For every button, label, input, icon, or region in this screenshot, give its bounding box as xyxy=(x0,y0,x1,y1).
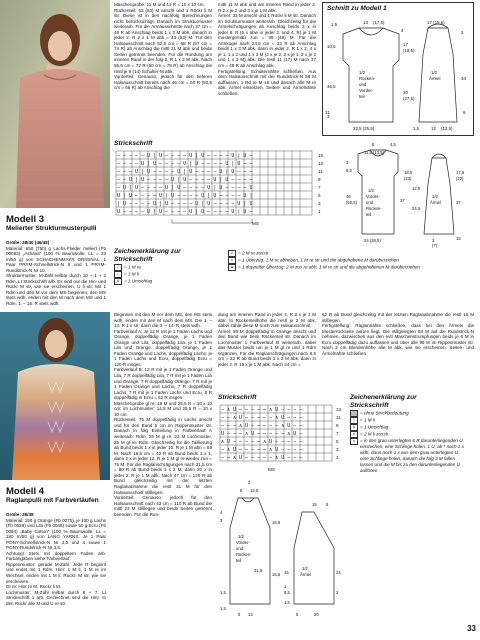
svg-text:Rücken-: Rücken- xyxy=(236,552,252,557)
model3-chart-grid xyxy=(114,147,344,243)
m4-ms-label: MS xyxy=(268,467,275,472)
s1-lbl-0: 1,5 xyxy=(331,22,338,27)
schnitt-model1-drawing xyxy=(323,14,475,132)
model3-pattern: Strukturmuster: M-Zahl teilbar durch 10 + 1 + 2 Rdm. Lt Strickschrift arb. Es sind nur die Hin- und Rückr M str, wie sie erscheinen, U li str. Mit 1 Rdm und den M vor dem MS beginnen, den MS stets wdh, enden mit den M nach dem MS und 1 Rdm. 1. – 16. R stets wdh. xyxy=(6,273,106,307)
s3-lbl-14: 24 (28,5) xyxy=(364,238,381,243)
s4-lbl-23: 2 xyxy=(336,590,339,595)
s3-lbl-2: 11,5 (13,5) xyxy=(364,150,384,155)
svg-text:Ärmel: Ärmel xyxy=(300,572,311,577)
s1-lbl-16: 34 xyxy=(461,76,466,81)
legend3-item-0: | = 1 M re xyxy=(114,264,230,271)
legend3-item-5: ▲ = 1 doppelter Überzug: 2 M zus re abh, 1 M re str und die abgehobenen M darüberziehen xyxy=(228,264,474,271)
s4-lbl-8: 15,5 xyxy=(272,572,281,577)
model3-middle-column xyxy=(114,2,212,136)
s3-lbl-0: 8 xyxy=(372,142,375,147)
model4-size: Größe: 36/38 xyxy=(6,512,34,517)
m4-row-1: – – ∧ U – – – – – ∧ U – – – xyxy=(221,455,303,461)
s3-lbl-9: 17,5 xyxy=(456,170,465,175)
m4-rn-3: 3 xyxy=(336,447,339,452)
s4-lbl-20: 1,5 xyxy=(284,600,290,605)
svg-text:Vorder-: Vorder- xyxy=(236,540,250,545)
schnitt-model4-drawing xyxy=(218,476,348,626)
s1-lbl-19: (13,5) xyxy=(441,126,453,131)
s1-lbl-18: 12 xyxy=(431,126,436,131)
model3-back: Rückenteil: 53 (63) M anschl und 1 Rückr li M str. Diese ist in den nachfolg Berechnungen nicht berücksichtigt. Danach im Strukturmuster weiterarb. Für die Armausschnitte nach 37 cm = 48 R ab Anschlag beids 1 x 3 M abk, danach in jeder 2. R 2 x 1 M abk = 43 (53) M. Für den Halsausschnitt nach 52,5 cm = 68 R (57 cm = 74 R) ab Anschlag die mittl 21 M abk und beide Seiten getrennt beenden. Für die Rundung am inneren Rand in der folg 2. R 1 x 2 M abk. Nach 55,5 cm = 72 R (60 cm = 78 R) ab Anschlag die restl je 9 (14) Schulter-M abk. xyxy=(114,7,212,74)
s4-lbl-18: 1/2 xyxy=(302,566,308,571)
s1-lbl-12: 22,5 (25,5) xyxy=(353,126,375,131)
model4-lace: Lochmuster: M-Zahl teilbar durch 8 + 7. Lt Strickschrift 1 arb. Gezeichnet sind die Hinr. In den Rückr alle M und U re str. xyxy=(6,589,106,606)
schnitt-model3-drawing xyxy=(346,140,474,248)
svg-text:(50,5): (50,5) xyxy=(346,200,357,205)
s4-lbl-1: 8 xyxy=(240,488,243,493)
schnitt-model1-title: Schnitt zu Modell 1 xyxy=(327,5,387,12)
m3-row-3: | U – – – – U | U – – – – U | U – – – – U | U xyxy=(117,201,253,207)
svg-text:(22): (22) xyxy=(456,176,464,181)
s3-lbl-5: 46 xyxy=(346,194,351,199)
model4-material: Material: 150 g Orange (Fb 0075), je 100 g Lachs (Fb 0028) und Lila (Fb 0046) sowie 50 g Ecru (Fb 0094) „Baby Cotton“ (100 % Baumwolle, LL = 180 m/50 g) von LANG YARNS. Je 1 Paar PONY-Schnellstrick-N Nr 3,5 und 4 sowie 1 PONY-Rundstrick-N Nr 3,5. xyxy=(6,517,106,551)
model4-right2-0: 62 R ab Bund gleichzeitig mit der letzten Raglanabnahme die restl 15 M stilllegen. xyxy=(322,312,474,323)
svg-text:Vorder-: Vorder- xyxy=(366,194,380,199)
s4-lbl-15: 15 xyxy=(284,570,289,575)
s3-lbl-7: 37 xyxy=(400,198,405,203)
model3-gauge: Maschenprobe: 11 M und 13 R = 10 x 10 cm. xyxy=(114,2,205,7)
model3-size: Größe: 38/40 (46/48) xyxy=(6,240,50,245)
m3-row-1: U – – – – U | U – – – – U | U – – – – U | U – xyxy=(117,209,253,215)
model4-back: Rückenteil: 75 M doppelfädig in Lachs anschl und für den Bund 5 cm im Rippenmuster str. Danach in folg Einteilung in Farbverlauf A weiterarb: Rdm, 25 M gl re, 23 M Lochmuster, 25 M gl re, Rdm. Gleichzeitig für die Taillierung ab Bund beids 1 x in jeder 10. R je 1 M abn = 69 M. Nach 16,5 cm = 42 R ab Bund beids 1 x 1, dann 2 x in jeder 12. R je 1 M gl re wieder zun = 75 M. Für die Raglanschrägungen nach 31,5 cm = 80 R ab Bund beids 1 x 2 M, dann 20 x in jeder 2. R je 1 M abk. Nach 47 cm = 120 R ab Bund gleichzeitig mit der letzten Raglanabnahme die restl 31 M für den Halsausschnitt stilllegen. xyxy=(114,417,212,495)
s4-lbl-9: 1,5 xyxy=(220,590,226,595)
model4-subtitle: Raglanpulli mit Farbverläufen xyxy=(6,497,99,504)
model4-attention: Achtung! Stets mit doppeltem Faden arb. Farbangaben siehe Farbverlauf. xyxy=(6,550,106,562)
svg-text:und: und xyxy=(366,200,373,205)
model4-left-column xyxy=(6,512,106,630)
svg-text:und: und xyxy=(359,82,367,87)
s4-lbl-5: 1/2 xyxy=(238,534,244,539)
svg-text:teil: teil xyxy=(366,212,372,217)
m4-row-9: – – – ∧ U – – – – – ∧ U – – xyxy=(221,423,303,429)
s1-lbl-20: 6 xyxy=(463,110,466,115)
m3-rn-7: 7 xyxy=(318,185,321,190)
s1-lbl-5: 17 xyxy=(403,42,408,47)
m3-rn-5: 5 xyxy=(318,193,321,198)
m3-rn-3b: 3 xyxy=(318,201,321,206)
svg-text:Ärmel: Ärmel xyxy=(429,76,441,81)
schnitt-model4 xyxy=(218,476,348,626)
s4-lbl-14: 1,5 xyxy=(220,606,226,611)
model4-right-column xyxy=(218,312,316,390)
m4-row-5: ∧ U – – – – – ∧ U – – – – – xyxy=(221,439,303,445)
model3-legend-title: Zeichenerklärung zur Strickschrift xyxy=(114,248,181,263)
s4-lbl-7: 31,5 xyxy=(254,568,263,573)
model3-subtitle: Melierter Strukturmusterpulli xyxy=(6,225,97,232)
s4-lbl-0: 2 xyxy=(248,480,251,485)
model3-legend2 xyxy=(228,250,474,290)
s1-lbl-21: 3 xyxy=(327,114,330,119)
m4-row-11: – – ∧ U – – – – – ∧ U – – – xyxy=(221,415,303,421)
m4-rn-5: 5 xyxy=(336,439,339,444)
model3-legend xyxy=(114,248,230,298)
svg-text:und: und xyxy=(236,546,243,551)
model4-finishing: Fertigstellung: Raglannähte schließen, dass bei den Ärmeln die Musterrückseite außen liegt. Die stillgelegten 84 M auf die Rundstrick-N nehmen, dazwischen aus den evtl Maschenstrumpfungen beids je 6 M in Ecru doppelfädig dazu auffassen und über alle 96 M im Rippenmuster str. Nach 2 cm Blendenhöhe alle M abk, wie sie erscheinen. Seiten- und Ärmelnähte schließen. xyxy=(322,323,474,356)
m4-rn-7: 7 xyxy=(336,431,339,436)
model3-finishing: Fertigstellung: Schulternähte schließen. Aus dem Halsausschnitt mit der Rundstrick-N 59 M auffassen, 1 Rd re M str und danach alle M re abk. Ärmel einsetzen, Seiten- und Ärmelnähte schließen. xyxy=(218,68,316,96)
s3-lbl-3: 3 xyxy=(346,160,349,165)
model4-mid-0: Beginnen mit den M vor dem MS, den MS stets wdh, enden mit den M nach dem MS. Die 1. – 14. R 1 x str, dann die 3. – 14. R stets wdh. xyxy=(114,312,212,329)
m3-row-15: – – – – – U | U – – – – U | U – – – – U | U – xyxy=(117,153,253,159)
m3-rn-13: 13 xyxy=(318,161,324,166)
legend3-item-3: ∨ = 2 M re zusstr xyxy=(228,250,474,257)
m4-rn-9: 9 xyxy=(336,423,339,428)
svg-text:Rücken-: Rücken- xyxy=(359,76,376,81)
model3-photo xyxy=(0,0,110,208)
legend3-item-1: – = 1 M li xyxy=(114,271,230,278)
model4-chart-grid xyxy=(218,401,346,473)
s3-lbl-13: 37 xyxy=(456,200,461,205)
schnitt-model1 xyxy=(322,2,474,136)
model3-heading xyxy=(0,208,108,238)
model4-colorA: Farbverlauf A: Je 12 R mit je 1 Faden Lachs und Orange, doppelfädig Orange, je 1 Faden Orange und Lila, doppelfädig Lila, je 1 Faden Lila und Orange, doppelfädig Orange, je 1 Faden Orange und Lachs, doppelfädig Lachs, je 1 Faden Lachs und Ecru, doppelfädig Ecru = 120 R insges. xyxy=(114,328,212,367)
s4-lbl-3: 4 xyxy=(220,510,223,515)
model4-right-0: dung am inneren Rand in jeder 4. R 2 x je 1 M abk. In Rückenteilhöhe die restl je 2 M abk, dabei zähle diese M noch zum Halsausschnitt. xyxy=(218,312,316,329)
model3-title: Modell 3 xyxy=(6,214,45,225)
s4-lbl-11: 5 xyxy=(326,502,329,507)
m4-rn-1: 1 xyxy=(336,455,339,460)
m3-row-5: U | U – – – – U | U – – – – U | U – – – – U | xyxy=(117,193,253,199)
model3-chart-title: Strickschrift xyxy=(114,140,153,147)
legend4-item-1: | = 1 M li xyxy=(350,417,474,424)
svg-text:(23): (23) xyxy=(404,176,412,181)
legend3-item-4: ∧ = 1 Überzug: 1 M re abheben, 1 M re str und die abgehobene M darüberziehen xyxy=(228,257,474,264)
m4-row-7: U – – – ∧ U – – – – – ∧ U – xyxy=(221,431,303,437)
s4-lbl-13: 13 xyxy=(248,612,253,617)
page-number: 33 xyxy=(467,624,476,633)
s3-lbl-15: 15 xyxy=(456,236,461,241)
s1-lbl-2: (17,5) xyxy=(373,20,385,25)
s1-lbl-13: 17 (19,5) xyxy=(427,20,445,25)
model3-right-column xyxy=(218,2,316,136)
legend4-item-4: ∧ = in den grau unterlegten 6 R darunterliegenden U einstechen, eine Schlinge holen, 1 U, ab * noch 1 x wdh, dann noch 1 x aus dem grau unterlegten U eine Schlinge holen, danach die folg 3 M fallen lassen und die M bis zu den darunterliegenden U auflösen xyxy=(350,438,474,474)
s1-lbl-14: 2 xyxy=(461,30,464,35)
s1-lbl-17: 1,5 xyxy=(413,126,420,131)
s3-lbl-10: 12,5 xyxy=(412,186,421,191)
s1-lbl-9: 30 xyxy=(403,90,408,95)
s4-lbl-6: 15,5 xyxy=(272,520,281,525)
s4-lbl-4: 3 xyxy=(220,518,223,523)
m3-rn-1: 1 xyxy=(318,209,321,214)
s1-lbl-7: 36,5 xyxy=(327,84,336,89)
s3-lbl-1: 4,5 xyxy=(390,142,396,147)
svg-text:teil: teil xyxy=(236,558,242,563)
s4-lbl-10: 15 xyxy=(312,502,317,507)
m4-rn-11: 11 xyxy=(336,415,341,420)
s4-lbl-19: 8,5 xyxy=(284,590,290,595)
s3-lbl-11: 24,5 xyxy=(412,206,421,211)
s1-lbl-6: (19,5) xyxy=(403,48,415,53)
legend4-item-0: = ohne Strickbedeutung xyxy=(350,410,474,417)
model3-front: Vorderteil: Genauso, jedoch für den tieferen Halsausschnitt bereits nach 46 cm = 60 R (50,5 cm = 66 R) ab Anschlag die xyxy=(114,74,212,91)
m3-rn-9: 9 xyxy=(318,177,321,182)
m3-ms-label: MS xyxy=(252,221,259,226)
s3-lbl-12: 1/2 xyxy=(432,194,438,199)
model4-gauge: Maschenprobe gl re: 18 M und 25,5 R = 10 x 10 cm; im Lochmuster: 14,5 M und 25,5 R = 10 x 10 cm. xyxy=(114,400,212,417)
model4-photo xyxy=(0,312,110,480)
m4-row-13: – ∧ U – – – – – ∧ U – – – – xyxy=(221,407,303,413)
svg-text:Rücken-: Rücken- xyxy=(366,206,382,211)
s3-lbl-16: 3 xyxy=(432,238,435,243)
m4-row-3: – ∧ U – – – – – ∧ U – – – – xyxy=(221,447,303,453)
s3-lbl-8: 18,5 xyxy=(404,170,413,175)
s1-lbl-11: 31 xyxy=(325,110,330,115)
model4-right2-column xyxy=(322,312,474,390)
model4-sleeve: Ärmel: 59 M doppelfädig in Orange anschl und den Bund wie beim Rückenteil str. Danach im Lochmuster 1 Farbverlauf B weiterarb, dabei das Muster beids um je 1 M gl re und 1 Rdm ergänzen. Für die Raglanschrägungen nach 8,5 cm = 22 R ab Bund beids 1 x 2 M abk, dann in jeder 2. R 19 x je 1 M abk. Nach 24 cm = xyxy=(218,328,316,367)
s4-lbl-17: 24 xyxy=(336,570,341,575)
s1-lbl-3: 4 xyxy=(401,28,404,33)
model4-stockinette: Gl re: Hinr re M, Rückr li M. xyxy=(6,584,62,590)
model3-front-cont: mittl 11 M abk und am inneren Rand in jeder 2. R 2 x je 2 und 3 x je 1 M abk. xyxy=(218,2,316,13)
s3-lbl-6: 1/2 xyxy=(368,188,374,193)
model4-rib: Rippenmuster: gerade M-Zahl. Jede R beginnt und endet mit 1 Rdm. Hinr: 1 M li, 1 M re im Wechsel, enden mit 1 M li; Rückr: M str, wie sie erscheinen. xyxy=(6,561,106,584)
m3-row-9: – – U | U – – – – U | U – – – – U | U – – – – xyxy=(117,177,253,183)
model4-chart xyxy=(218,394,346,474)
model4-middle-column xyxy=(114,312,212,628)
model4-chart-title: Strickschrift xyxy=(218,394,257,401)
s3-lbl-4: 6,5 xyxy=(346,168,352,173)
model4-legend xyxy=(350,394,474,564)
model4-title: Modell 4 xyxy=(6,486,45,497)
s1-lbl-10: (27,5) xyxy=(403,96,415,101)
m3-row-13: – – – – U | U – – – – U | U – – – – U | U – – xyxy=(117,161,253,167)
m3-row-7: – U | U – – – – U | U – – – – U | U – – – – U xyxy=(117,185,253,191)
model4-legend-title: Zeichenerklärung zur Strickschrift xyxy=(350,394,417,409)
svg-text:Vorder-: Vorder- xyxy=(359,88,374,93)
model3-sleeve: Ärmel: 33 M anschl und 1 Rückr li M str. Danach im Strukturmuster weiterarb. Gleichzeitig für die Ärmelschrägungen ab Anschlag beids 3 x in jeder 8. R (6 x abw in jeder 2. und 4. R) je 1 M mustergemäß zun = 39 (49) M. Für die Armkugel nach 24,5 cm = 32 R ab Anschlag beids 1 x 3 M abk, dann in jeder 2. R 1 x 2, 4 x je 1, 1 x 2 und 1 x 3 M (2 x je 2, 2 x je 1, 2 x je 2 und 1 x 3 M) abk. Die restl 11 (17) M nach 37 cm = 48 R ab Anschlag abk. xyxy=(218,13,316,69)
s4-lbl-21: 5 xyxy=(296,612,299,617)
svg-text:teil: teil xyxy=(359,94,365,99)
s1-lbl-4: 10,5 xyxy=(327,44,336,49)
s4-lbl-16: 1 xyxy=(284,584,287,589)
legend4-item-2: U = 1 Umschlag xyxy=(350,424,474,431)
model3-chart xyxy=(114,140,344,246)
m3-rn-15: 15 xyxy=(318,153,324,158)
s4-lbl-2: 12,5 xyxy=(250,488,259,493)
s4-lbl-22: 20 xyxy=(314,612,319,617)
s1-lbl-1: 13 xyxy=(363,20,368,25)
model4-front: Vorderteil: Genauso, jedoch für den Halsausschnitt nach 43 cm = 110 R ab Bund die mittl 23 M stilllegen und beide Seiten getrennt beenden. Für die Run- xyxy=(114,495,212,517)
svg-text:(7): (7) xyxy=(432,243,438,248)
legend3-item-2: U = 1 Umschlag xyxy=(114,278,230,285)
s4-lbl-12: 8 xyxy=(238,612,241,617)
svg-text:Ärmel: Ärmel xyxy=(430,200,441,205)
s1-lbl-15: 1/2 xyxy=(431,70,438,75)
model3-material: Material: 650 (750) g Lachs-Flieder meliert (Fb 00083) „Ashana“ (100 % Baumwolle, LL = 33 m/50 g) von SCHACHENMAYR ORIGINAL. 1 Paar PRYM-Schnellstrick-N 6 und 1 PRYM-Rundstrick-N Nr 10. xyxy=(6,245,106,273)
model4-heading xyxy=(0,480,108,510)
m3-rn-11: 11 xyxy=(318,169,323,174)
s1-lbl-8a: 1/2 xyxy=(359,70,366,75)
m3-row-11: – – – U | U – – – – U | U – – – – U | U – – – xyxy=(117,169,253,175)
schnitt-model3 xyxy=(346,140,474,248)
model4-colorB: Farbverlauf B: 12 R mit je 1 Faden Orange und Lila, 7 R doppelfädig Lila, 7 R mit je 1 Faden Lila und Orange, 7 R doppelfädig Orange, 7 R mit je 1 Faden Orange und Lachs, 7 R doppelfädig Lachs, 7 R mit je 1 Faden Lachs und Ecru, 8 R doppelfädig in Ecru = 62 R insges. xyxy=(114,367,212,401)
legend4-item-3: ∧ = 2 M li zusstr xyxy=(350,431,474,438)
m4-rn-13: 13 xyxy=(336,407,342,412)
